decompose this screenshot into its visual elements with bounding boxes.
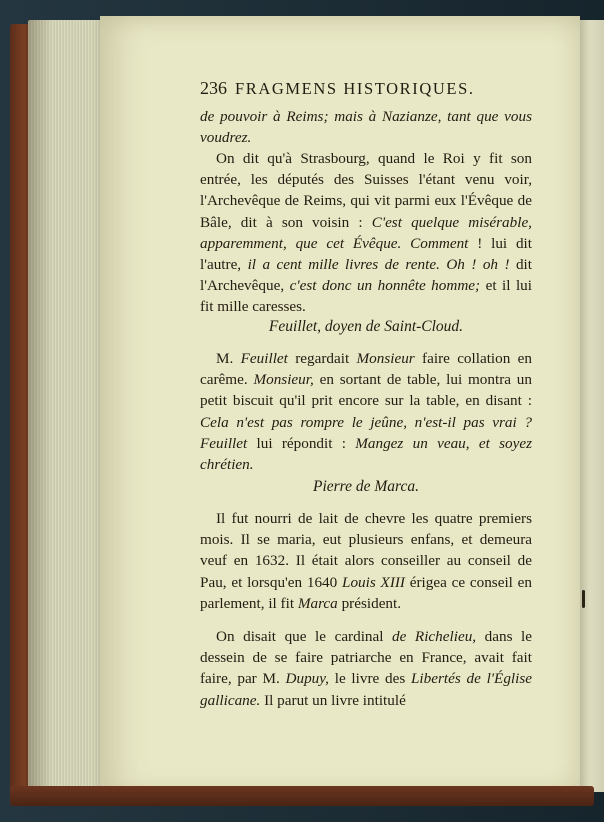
text-fragment: Dupuy,: [285, 670, 329, 688]
text-fragment: lui répondit :: [247, 434, 356, 452]
section-heading: Feuillet, doyen de Saint-Cloud.: [268, 318, 464, 335]
paragraph-1: [200, 106, 532, 148]
text-fragment: président.: [337, 594, 402, 612]
text-fragment: C'est quelque misérable, apparemment, que cet Évêque. Comment: [200, 213, 532, 252]
text-fragment: et il lui fit mille caresses.: [200, 277, 532, 316]
text-fragment: dit l'Archevêque,: [200, 256, 532, 295]
text-fragment: On dit qu'à Strasbourg, quand le Roi y fit son entrée, les députés des Suisses l'étant venu voir, l'Archevêque de Reims, qui vit parmi eux l'Évêque de Bâle, dit à son voisin :: [200, 150, 532, 231]
text-fragment: ! lui dit l'autre,: [200, 234, 532, 274]
text-fragment: Cela n'est pas rompre le jeûne, n'est-il pas vrai ? Feuillet: [200, 413, 532, 452]
text-fragment: Libertés de l'Église gallicane.: [200, 670, 533, 709]
text-fragment: Mangez un veau, et soyez chrétien.: [200, 434, 532, 474]
facing-page-edge: [580, 20, 604, 792]
text-fragment: de Richelieu,: [392, 628, 477, 645]
text-fragment: Marca: [297, 594, 338, 612]
text-fragment: On disait que le cardinal: [216, 628, 393, 645]
running-title: FRAGMENS HISTORIQUES.: [235, 79, 475, 98]
text-fragment: Monsieur,: [253, 371, 314, 389]
text-fragment: le livre des: [328, 670, 411, 688]
text-fragment: regardait: [287, 350, 357, 367]
text-fragment: dans le dessein de se faire patriarche en France, avait fait faire, par M.: [200, 628, 533, 688]
text-fragment: Il parut un livre intitulé: [260, 691, 406, 709]
page-header: [200, 78, 532, 99]
paragraph-2: [200, 148, 532, 318]
text-fragment: c'est donc un honnête homme;: [289, 277, 481, 295]
text-fragment: érigea ce conseil en parlement, il fit: [200, 573, 532, 612]
text-fragment: de pouvoir à Reims; mais à Nazianze, tant que vous voudrez.: [200, 108, 532, 147]
text-fragment: il a cent mille livres de rente. Oh ! oh !: [247, 256, 510, 274]
page-number: 236: [200, 78, 227, 98]
page-edges: [28, 20, 108, 790]
text-fragment: faire collation en carême.: [200, 350, 532, 389]
paragraph-3: [200, 348, 532, 475]
text-fragment: Feuillet: [240, 350, 288, 367]
text-fragment: Monsieur: [356, 350, 415, 367]
text-fragment: en sortant de table, lui montra un petit biscuit qu'il prit encore sur la table, en disant :: [200, 371, 532, 410]
book-cover-bottom: [10, 786, 594, 806]
paragraph-4: [200, 508, 532, 614]
bookmark-tab: [582, 590, 585, 608]
paragraph-5: [200, 626, 532, 711]
text-fragment: M.: [216, 350, 241, 367]
section-heading: Pierre de Marca.: [312, 478, 420, 495]
text-fragment: Louis XIII: [342, 573, 405, 591]
text-fragment: Il fut nourri de lait de chevre les quatre premiers mois. Il se maria, eut plusieurs enfans, et demeura veuf en 1632. Il était alors conseiller au conseil de Pau, et lorsqu'en 1640: [200, 510, 532, 591]
